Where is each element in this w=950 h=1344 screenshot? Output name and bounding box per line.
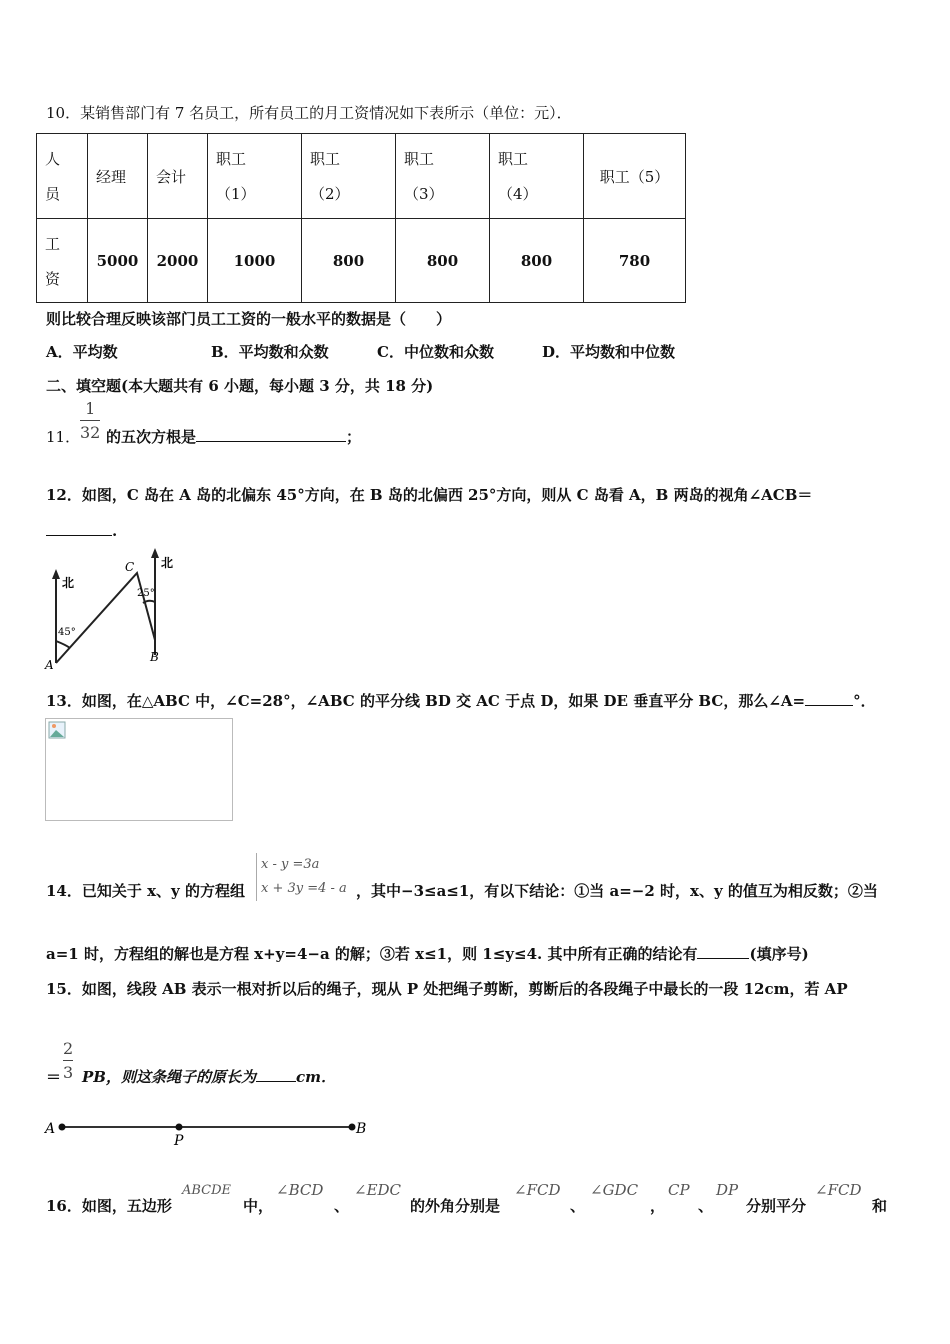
- col-staff-3: 职工 （3）: [396, 134, 490, 219]
- row-header-staff: 人 员: [37, 134, 88, 219]
- q15-equals: ＝: [46, 1068, 62, 1086]
- math-dp: DP: [716, 1181, 739, 1199]
- section-heading: 二、填空题(本大题共有 6 小题，每小题 3 分，共 18 分): [46, 377, 434, 395]
- q11-number: 11．: [46, 428, 81, 446]
- q14-post: ，其中−3≤a≤1，有以下结论：①当 a=−2 时，x、y 的值互为相反数；②当: [356, 882, 878, 900]
- point-a-label: A: [45, 1121, 56, 1137]
- q16-text: 、: [570, 1197, 586, 1215]
- q16-text: 的外角分别是: [410, 1197, 501, 1215]
- q16-text: ，: [650, 1197, 666, 1215]
- point-b-label: B: [150, 650, 159, 664]
- q16-text: 和: [872, 1197, 888, 1215]
- answer-blank[interactable]: [196, 441, 346, 442]
- option-a: A．平均数: [46, 343, 118, 361]
- q12-blank: .: [46, 522, 117, 540]
- angle-25-label: 25°: [137, 588, 155, 599]
- salary-value: 780: [584, 219, 686, 303]
- math-angle-edc: ∠EDC: [354, 1181, 402, 1199]
- col-staff-1: 职工 （1）: [208, 134, 302, 219]
- angle-45-label: 45°: [58, 627, 76, 638]
- answer-blank[interactable]: [46, 535, 112, 536]
- answer-blank[interactable]: [256, 1081, 296, 1082]
- col-staff-5: 职工（5）: [584, 134, 686, 219]
- salary-value: 2000: [148, 219, 208, 303]
- answer-blank[interactable]: [697, 958, 749, 959]
- salary-value: 800: [302, 219, 396, 303]
- q12-compass-figure: [40, 545, 180, 670]
- q16-text: 、: [698, 1197, 714, 1215]
- salary-table: [36, 133, 686, 303]
- q16-number: 16．如图，五边形: [46, 1197, 172, 1215]
- q12-text: 12．如图，C 岛在 A 岛的北偏东 45°方向，在 B 岛的北偏西 25°方向，则从 C 岛看 A，B 两岛的视角∠ACB＝: [46, 486, 813, 504]
- equation-system: x - y =3a x + 3y =4 - a: [256, 853, 347, 901]
- point-p-label: P: [174, 1133, 184, 1148]
- option-d: D．平均数和中位数: [542, 343, 676, 361]
- q11-fraction: 1 32: [80, 399, 101, 442]
- col-manager: 经理: [88, 134, 148, 219]
- q10-stem: 10．某销售部门有 7 名员工，所有员工的月工资情况如下表所示（单位：元）．: [46, 104, 572, 122]
- q16-text: 中，: [243, 1197, 274, 1215]
- broken-image-placeholder: [45, 718, 233, 821]
- option-b: B．平均数和众数: [211, 343, 329, 361]
- point-a-label: A: [45, 658, 54, 670]
- q16-text: 分别平分: [746, 1197, 807, 1215]
- answer-blank[interactable]: [805, 705, 853, 706]
- option-c: C．中位数和众数: [377, 343, 494, 361]
- salary-value: 800: [490, 219, 584, 303]
- point-b-label: B: [356, 1121, 367, 1137]
- q15-line2: PB，则这条绳子的原长为 cm．: [82, 1068, 336, 1086]
- north-label: 北: [62, 576, 75, 590]
- math-angle-fcd: ∠FCD: [514, 1181, 561, 1199]
- q14-pre: 14．已知关于 x、y 的方程组: [46, 882, 245, 900]
- q14-line2: a=1 时，方程组的解也是方程 x+y=4−a 的解；③若 x≤1，则 1≤y≤4. 其中所有正确的结论有 (填序号): [46, 945, 809, 963]
- math-pentagon: ABCDE: [182, 1183, 232, 1198]
- north-label: 北: [161, 556, 174, 570]
- salary-value: 1000: [208, 219, 302, 303]
- broken-image-icon: [48, 721, 66, 739]
- q15-segment-figure: [40, 1112, 380, 1148]
- q15-line1: 15．如图，线段 AB 表示一根对折以后的绳子，现从 P 处把绳子剪断，剪断后的各段绳子中最长的一段 12cm，若 AP: [46, 980, 848, 998]
- math-angle-gdc: ∠GDC: [590, 1181, 639, 1199]
- q10-question: 则比较合理反映该部门员工工资的一般水平的数据是（ ）: [46, 310, 452, 328]
- salary-value: 5000: [88, 219, 148, 303]
- col-staff-4: 职工 （4）: [490, 134, 584, 219]
- math-angle-fcd-2: ∠FCD: [815, 1181, 862, 1199]
- col-staff-2: 职工 （2）: [302, 134, 396, 219]
- q15-fraction: 2 3: [63, 1039, 74, 1082]
- salary-value: 800: [396, 219, 490, 303]
- q16-text: 、: [334, 1197, 350, 1215]
- point-c-label: C: [125, 560, 135, 574]
- q13-text: 13．如图，在△ABC 中，∠C=28°，∠ABC 的平分线 BD 交 AC 于点 D，如果 DE 垂直平分 BC，那么∠A= °．: [46, 692, 876, 710]
- row-header-salary: 工 资: [37, 219, 88, 303]
- math-angle-bcd: ∠BCD: [276, 1181, 324, 1199]
- math-cp: CP: [668, 1181, 690, 1199]
- q11-text: 的五次方根是 ；: [106, 428, 362, 446]
- col-accountant: 会计: [148, 134, 208, 219]
